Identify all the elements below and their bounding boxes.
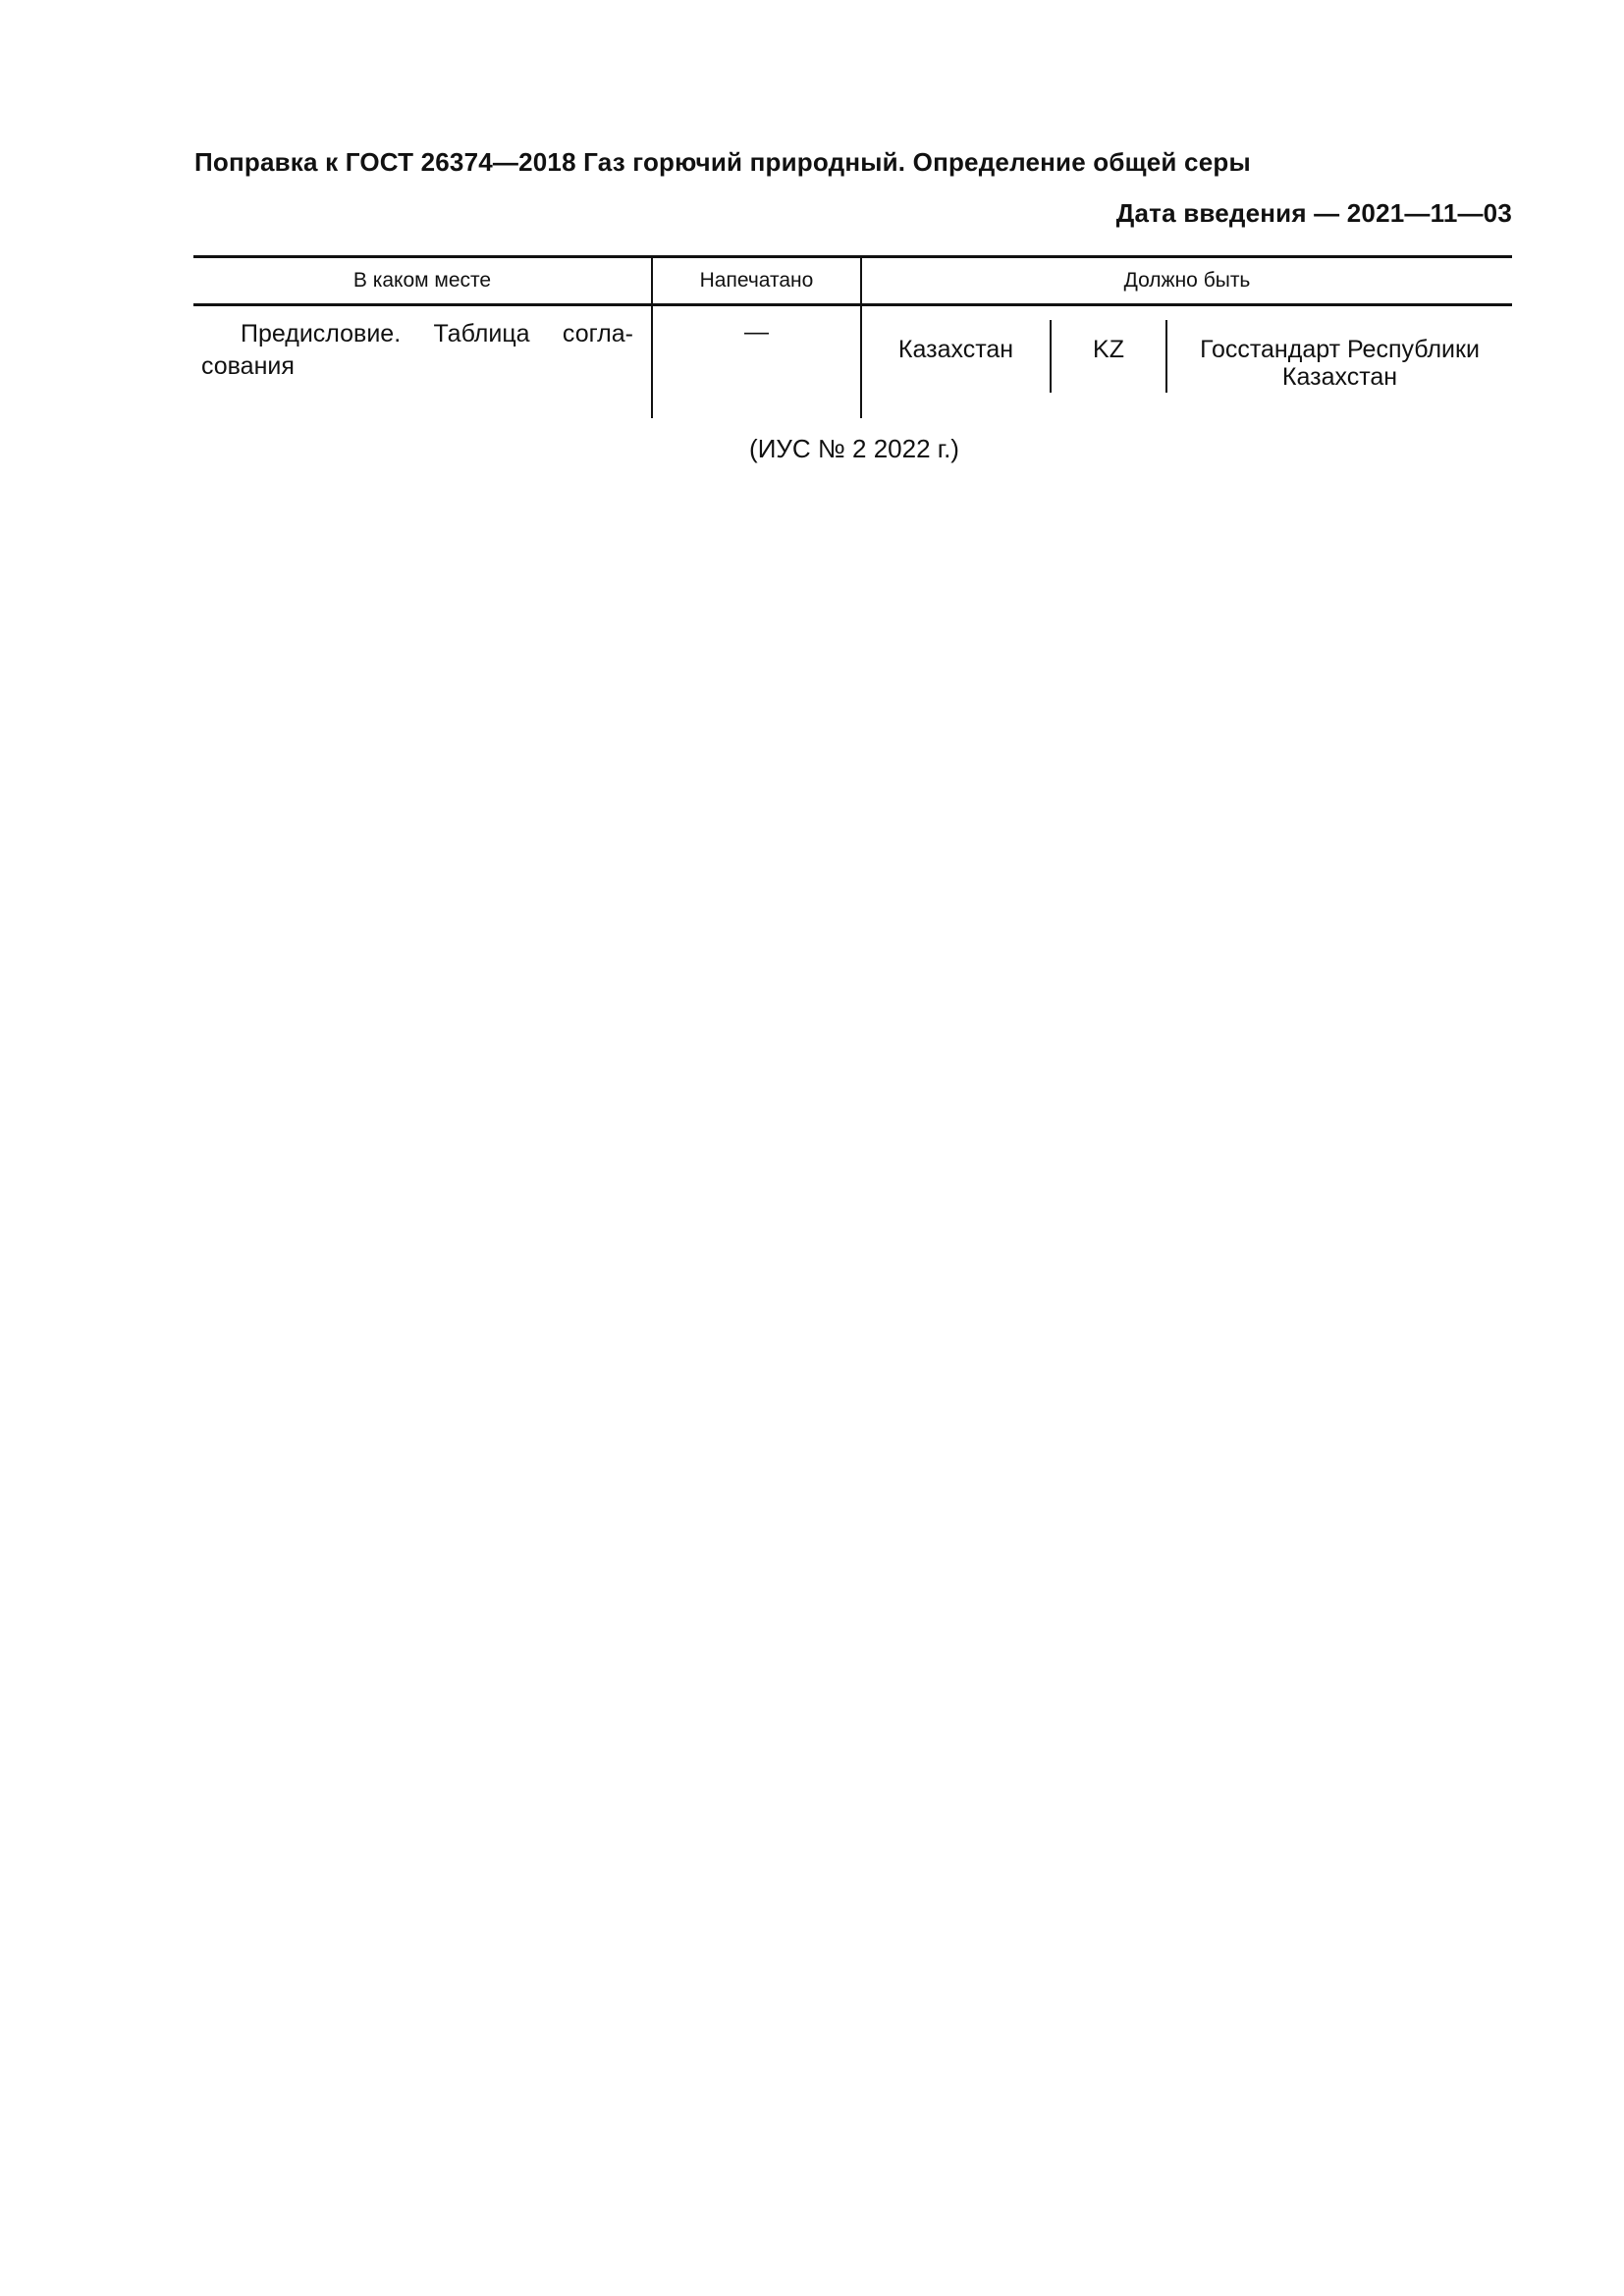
- introduction-date: Дата введения — 2021—11—03: [1115, 198, 1512, 228]
- should-be-cell: [861, 305, 1512, 419]
- document-title: Поправка к ГОСТ 26374—2018 Газ горючий природный. Определение общей серы: [194, 147, 1251, 177]
- column-header-place: В каком месте: [193, 257, 652, 305]
- table-row: [193, 305, 1512, 419]
- column-header-should-be: Должно быть: [861, 257, 1512, 305]
- printed-cell: —: [652, 305, 861, 419]
- place-cell: Предисловие. Таблица согласования: [201, 320, 633, 380]
- column-header-printed: Напечатано: [652, 257, 861, 305]
- source-reference: (ИУС № 2 2022 г.): [749, 434, 959, 463]
- correction-table: [193, 255, 1512, 418]
- country-name: Казахстан: [862, 320, 1052, 393]
- standards-agency: Госстандарт Республики Казахстан: [1200, 336, 1480, 391]
- should-be-entry: [862, 320, 1512, 393]
- country-code: KZ: [1052, 320, 1167, 393]
- table-header-row: [193, 257, 1512, 305]
